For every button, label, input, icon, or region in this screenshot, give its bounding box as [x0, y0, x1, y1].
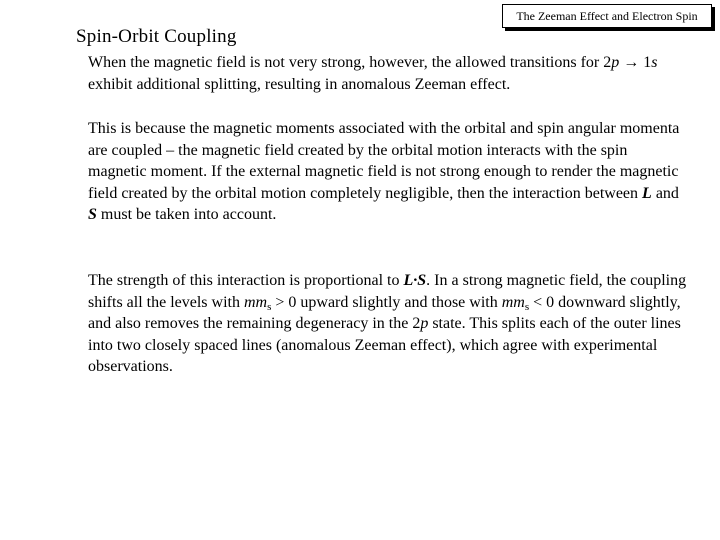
p1-text-c: → 1 [619, 54, 652, 71]
p3-text-j: p [420, 315, 429, 333]
p3-text-k: state. This splits each of the outer lines into two closely spaced lines (anomalous Zeeman effect), which agree with experimental observations. [88, 315, 681, 376]
p2-text-c: and [651, 184, 679, 202]
p2-text-b: L [642, 184, 652, 202]
p2-text-a: This is because the magnetic moments associated with the orbital and spin angular momenta are coupled – the magnetic field created by the orbital motion interacts with the spin magnetic moment. If the external magnetic field is not strong enough to render the magnetic field created by the orbital motion completely negligible, then the interaction between [88, 120, 680, 202]
slide-title: Spin-Orbit Coupling [76, 26, 237, 47]
p3-text-i: < 0 downward slightly, and also removes the remaining degeneracy in the 2 [88, 293, 681, 333]
p1-text-d: s [651, 54, 658, 71]
p3-text-c: . In a strong magnetic field, the coupling shifts all the levels with [88, 272, 687, 311]
p3-text-a: The strength of this interaction is proportional to [88, 272, 404, 289]
p2-text-e: must be taken into account. [96, 206, 277, 224]
paragraph-2 [88, 118, 688, 226]
p3-text-b: L∙S [403, 272, 427, 289]
p2-text-d: S [88, 206, 97, 224]
p1-text-e: exhibit additional splitting, resulting in anomalous Zeeman effect. [88, 75, 511, 93]
p3-text-e: s [267, 300, 272, 313]
p3-text-d: mm [243, 293, 268, 311]
p3-text-f: > 0 upward slightly and those with [271, 293, 502, 311]
p3-text-g: mm [501, 293, 525, 311]
p1-text-b: p [611, 54, 620, 71]
header-label: The Zeeman Effect and Electron Spin [502, 4, 712, 28]
paragraph-1 [88, 52, 688, 95]
p3-text-h: s [524, 300, 530, 313]
p1-text-a: When the magnetic field is not very strong, however, the allowed transitions for 2 [88, 54, 612, 71]
paragraph-3 [88, 270, 688, 378]
